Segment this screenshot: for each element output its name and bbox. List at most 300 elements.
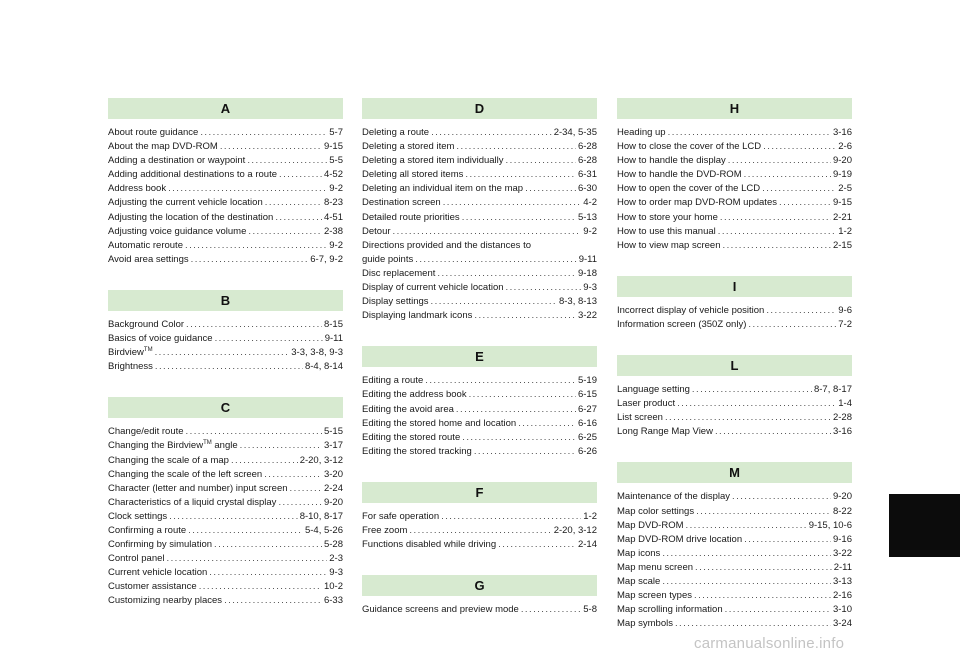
page-reference: 8-10, 8-17: [299, 510, 343, 522]
entry-name-text: Long Range Map View: [617, 426, 713, 438]
section-heading: G: [362, 575, 597, 596]
dot-leader: [167, 552, 328, 566]
index-entry-first-line: [362, 239, 597, 253]
index-entry[interactable]: [617, 561, 852, 575]
entry-name-text: Background Color: [108, 318, 185, 330]
entry-name: [108, 439, 238, 453]
page-reference: 4-2: [583, 197, 597, 209]
index-entry[interactable]: [108, 594, 343, 608]
entry-name-text: Changing the scale of the left screen: [108, 468, 263, 480]
index-entry[interactable]: [362, 211, 597, 225]
index-entry[interactable]: [617, 411, 852, 425]
page-reference: 4-52: [323, 169, 343, 181]
entry-name-text: Customer assistance: [108, 581, 197, 593]
entry-name-text: Confirming a route: [108, 524, 187, 536]
page-reference: 5-13: [577, 211, 597, 223]
entry-name-text: Guidance screens and preview mode: [362, 604, 519, 616]
index-entry[interactable]: [617, 519, 852, 533]
page-reference: 2-21: [832, 211, 852, 223]
index-entry[interactable]: [617, 154, 852, 168]
entry-list: [362, 510, 597, 552]
index-entry[interactable]: [362, 445, 597, 459]
entry-name-text: Changing the scale of a map: [108, 454, 229, 466]
page-reference: 6-30: [577, 183, 597, 195]
trademark-superscript: TM: [203, 440, 212, 447]
dot-leader: [462, 211, 576, 225]
index-entry[interactable]: [362, 295, 597, 309]
page-reference: 6-31: [577, 169, 597, 181]
entry-name: [108, 225, 246, 239]
index-entry[interactable]: [108, 552, 343, 566]
entry-name-text: Map menu screen: [617, 561, 694, 573]
dot-leader: [200, 126, 327, 140]
page-reference: 3-16: [832, 426, 852, 438]
dot-leader: [431, 126, 552, 140]
entry-name-text: Changing the Birdview: [108, 440, 204, 452]
page-reference: 9-15: [323, 141, 343, 153]
dot-leader: [186, 425, 322, 439]
page-reference: 8-3, 8-13: [558, 296, 597, 308]
entry-name: [617, 397, 675, 411]
index-entry[interactable]: [108, 468, 343, 482]
page-reference: 2-38: [323, 225, 343, 237]
page-reference: 6-28: [577, 155, 597, 167]
index-column-2: [362, 98, 597, 640]
dot-leader: [686, 519, 807, 533]
watermark: carmanualsonline.info: [694, 635, 845, 652]
entry-name-text: About route guidance: [108, 127, 199, 138]
page-reference: 5-4, 5-26: [304, 524, 343, 536]
entry-name: [108, 126, 198, 140]
page-reference: 2-6: [838, 141, 852, 153]
dot-leader: [766, 304, 836, 318]
index-entry[interactable]: [108, 140, 343, 154]
dot-leader: [231, 454, 298, 468]
page-reference: 9-6: [838, 304, 852, 316]
page-reference: 5-19: [577, 375, 597, 387]
index-entry[interactable]: [362, 225, 597, 239]
entry-name: [617, 533, 742, 547]
page-reference: 3-17: [323, 440, 343, 452]
page-reference: 2-3: [329, 553, 343, 565]
entry-name-text: Adjusting the location of the destination: [108, 211, 274, 223]
index-entry[interactable]: [108, 332, 343, 346]
page-reference: 1-2: [838, 225, 852, 237]
index-entry[interactable]: [362, 267, 597, 281]
index-entry[interactable]: [362, 374, 597, 388]
index-entry[interactable]: [617, 490, 852, 504]
index-entry[interactable]: [362, 510, 597, 524]
entry-name: [362, 388, 467, 402]
page-reference: 7-2: [838, 318, 852, 330]
entry-name: [362, 211, 460, 225]
index-entry[interactable]: [362, 403, 597, 417]
dot-leader: [155, 360, 303, 374]
entry-name: [108, 360, 153, 374]
index-entry[interactable]: [362, 524, 597, 538]
index-entry[interactable]: [617, 589, 852, 603]
entry-name-text: Adjusting the current vehicle location: [108, 197, 263, 209]
entry-name-text: Avoid area settings: [108, 253, 189, 265]
entry-name: [108, 196, 263, 210]
index-entry[interactable]: [362, 126, 597, 140]
index-entry[interactable]: [108, 482, 343, 496]
entry-name: [617, 617, 673, 631]
dot-leader: [409, 524, 551, 538]
dot-leader: [474, 309, 576, 323]
entry-name-text: Map screen types: [617, 590, 692, 602]
entry-name-text: Adding a destination or waypoint: [108, 155, 246, 167]
index-entry[interactable]: [362, 196, 597, 210]
entry-name: [617, 547, 660, 561]
dot-leader: [247, 154, 327, 168]
entry-name-text: Heading up: [617, 127, 666, 138]
entry-name-text: Detailed route priorities: [362, 211, 460, 223]
page-reference: 2-20, 3-12: [299, 454, 343, 466]
page-reference: 5-15: [323, 426, 343, 438]
dot-leader: [474, 445, 576, 459]
entry-name-text: Birdview: [108, 347, 144, 359]
entry-name: [108, 580, 197, 594]
index-entry[interactable]: [362, 281, 597, 295]
dot-leader: [214, 538, 322, 552]
index-entry[interactable]: [617, 397, 852, 411]
section-heading: E: [362, 346, 597, 367]
dot-leader: [199, 580, 322, 594]
entry-name: [362, 538, 496, 552]
index-entry[interactable]: [108, 154, 343, 168]
index-entry[interactable]: [108, 211, 343, 225]
index-entry[interactable]: [617, 140, 852, 154]
page-reference: 8-23: [323, 197, 343, 209]
entry-name: [617, 575, 660, 589]
entry-name-text: Map scale: [617, 575, 661, 587]
page-reference: 1-4: [838, 398, 852, 410]
page-reference: 3-24: [832, 618, 852, 630]
index-entry[interactable]: [108, 126, 343, 140]
dot-leader: [462, 431, 576, 445]
page-reference: 9-2: [329, 239, 343, 251]
entry-name-text: How to close the cover of the LCD: [617, 141, 762, 153]
entry-name-text: Brightness: [108, 361, 153, 373]
index-entry[interactable]: [362, 182, 597, 196]
dot-leader: [498, 538, 576, 552]
index-entry[interactable]: [362, 140, 597, 154]
index-entry[interactable]: [362, 603, 597, 617]
entry-name-text: Map symbols: [617, 618, 673, 630]
entry-name: [108, 538, 212, 552]
entry-name: [362, 154, 504, 168]
page-reference: 5-7: [329, 127, 343, 138]
entry-name: [108, 211, 273, 225]
index-entry[interactable]: [617, 617, 852, 631]
index-entry[interactable]: [617, 196, 852, 210]
index-entry[interactable]: [108, 524, 343, 538]
entry-name-suffix: angle: [211, 440, 238, 452]
index-entry[interactable]: [617, 547, 852, 561]
index-entry[interactable]: [617, 239, 852, 253]
index-column-3: [617, 98, 852, 654]
page-reference: 3-22: [832, 547, 852, 559]
page-reference: 2-5: [838, 183, 852, 195]
entry-name: [108, 182, 166, 196]
page-reference: 9-11: [578, 253, 597, 265]
page-reference: 9-20: [832, 491, 852, 503]
dot-leader: [725, 603, 831, 617]
entry-name-text: Editing the avoid area: [362, 403, 454, 415]
dot-leader: [265, 196, 322, 210]
entry-name-text: Display settings: [362, 296, 429, 308]
entry-name-text: Displaying landmark icons: [362, 310, 473, 322]
index-entry[interactable]: [362, 154, 597, 168]
dot-leader: [744, 533, 831, 547]
section-heading: L: [617, 355, 852, 376]
dot-leader: [718, 225, 837, 239]
entry-name-text: Map scrolling information: [617, 604, 723, 616]
entry-name-text: Map DVD-ROM: [617, 519, 684, 531]
entry-name-text: Display of current vehicle location: [362, 282, 504, 294]
entry-name: [617, 425, 713, 439]
index-entry[interactable]: [362, 538, 597, 552]
entry-name-text: About the map DVD-ROM: [108, 141, 218, 153]
index-entry[interactable]: [108, 168, 343, 182]
index-entry[interactable]: [108, 510, 343, 524]
page-reference: 2-20, 3-12: [553, 524, 597, 536]
index-entry[interactable]: [617, 318, 852, 332]
index-entry[interactable]: [362, 431, 597, 445]
entry-name: [617, 304, 764, 318]
page-reference: 6-16: [577, 417, 597, 429]
dot-leader: [525, 182, 576, 196]
entry-name-text: Adjusting voice guidance volume: [108, 225, 247, 237]
entry-list: [108, 126, 343, 267]
dot-leader: [215, 332, 323, 346]
entry-name: [617, 182, 760, 196]
index-entry[interactable]: [617, 425, 852, 439]
page-reference: 5-28: [323, 539, 343, 551]
entry-name: [362, 524, 407, 538]
dot-leader: [732, 490, 831, 504]
page-reference: 8-15: [323, 318, 343, 330]
page-reference: 2-14: [577, 539, 597, 551]
entry-name: [362, 281, 504, 295]
index-entry[interactable]: [617, 182, 852, 196]
entry-name: [108, 253, 189, 267]
dot-leader: [763, 140, 836, 154]
entry-name: [362, 403, 454, 417]
entry-name: [617, 490, 730, 504]
page-reference: 9-18: [577, 267, 597, 279]
dot-leader: [431, 295, 557, 309]
dot-leader: [744, 168, 831, 182]
index-column-1: [108, 98, 343, 632]
index-entry[interactable]: [362, 168, 597, 182]
page-reference: 6-25: [577, 431, 597, 443]
index-entry[interactable]: [108, 346, 343, 360]
entry-name-text: Deleting an individual item on the map: [362, 183, 524, 195]
index-entry[interactable]: [617, 304, 852, 318]
entry-list: [617, 490, 852, 631]
entry-name: [617, 154, 726, 168]
index-entry[interactable]: [617, 533, 852, 547]
entry-name: [362, 417, 516, 431]
entry-name-text: Laser product: [617, 398, 676, 410]
section-heading: F: [362, 482, 597, 503]
entry-name: [617, 140, 761, 154]
page-reference: 2-15: [832, 239, 852, 251]
entry-name: [108, 425, 184, 439]
entry-name: [617, 411, 663, 425]
index-entry[interactable]: [108, 225, 343, 239]
dot-leader: [695, 561, 832, 575]
dot-leader: [696, 505, 831, 519]
entry-name-text: Map DVD-ROM drive location: [617, 533, 743, 545]
entry-name-text: Editing the address book: [362, 389, 467, 401]
index-entry[interactable]: [617, 211, 852, 225]
entry-name-text: Incorrect display of vehicle position: [617, 304, 765, 316]
entry-name-text: Editing the stored route: [362, 431, 461, 443]
entry-name: [617, 603, 723, 617]
index-entry[interactable]: [617, 168, 852, 182]
dot-leader: [518, 417, 576, 431]
section-heading: M: [617, 462, 852, 483]
index-entry[interactable]: [108, 239, 343, 253]
page-reference: 2-11: [833, 561, 852, 573]
page-reference: 9-16: [832, 533, 852, 545]
entry-name-text: How to handle the DVD-ROM: [617, 169, 742, 181]
entry-name-text: For safe operation: [362, 510, 440, 522]
entry-list: [362, 603, 597, 617]
index-entry[interactable]: [108, 360, 343, 374]
dot-leader: [248, 225, 322, 239]
dot-leader: [521, 603, 581, 617]
index-entry[interactable]: [108, 496, 343, 510]
dot-leader: [415, 253, 576, 267]
section-heading: A: [108, 98, 343, 119]
page-reference: 9-2: [329, 183, 343, 195]
index-entry[interactable]: [617, 575, 852, 589]
index-entry[interactable]: [617, 603, 852, 617]
dot-leader: [469, 388, 576, 402]
page-reference: 9-11: [324, 333, 343, 345]
page-reference: 6-27: [577, 403, 597, 415]
entry-list: [617, 304, 852, 332]
entry-name-text: How to open the cover of the LCD: [617, 183, 761, 195]
entry-name: [362, 225, 391, 239]
index-entry[interactable]: [108, 454, 343, 468]
entry-name-text: Current vehicle location: [108, 567, 208, 579]
entry-name-text: Editing the stored tracking: [362, 445, 472, 457]
dot-leader: [694, 589, 831, 603]
index-entry[interactable]: [108, 196, 343, 210]
index-entry[interactable]: [108, 580, 343, 594]
entry-name: [617, 225, 716, 239]
entry-name: [362, 182, 523, 196]
entry-name: [362, 140, 454, 154]
entry-list: [617, 126, 852, 253]
dot-leader: [762, 182, 836, 196]
page-reference: 8-7, 8-17: [813, 384, 852, 396]
dot-leader: [506, 281, 582, 295]
index-entry[interactable]: [362, 388, 597, 402]
dot-leader: [278, 496, 322, 510]
index-entry[interactable]: [617, 505, 852, 519]
entry-name: [108, 594, 222, 608]
entry-name: [362, 295, 429, 309]
entry-name: [108, 332, 213, 346]
entry-name-text: Map icons: [617, 547, 661, 559]
entry-name-text: Automatic reroute: [108, 239, 183, 251]
entry-name-text: Address book: [108, 183, 167, 195]
dot-leader: [188, 524, 303, 538]
dot-leader: [456, 140, 576, 154]
index-entry[interactable]: [108, 425, 343, 439]
page-reference: 9-20: [832, 155, 852, 167]
index-entry[interactable]: [108, 566, 343, 580]
entry-name-text: Control panel: [108, 553, 165, 565]
index-entry[interactable]: [362, 417, 597, 431]
index-entry[interactable]: [108, 318, 343, 332]
dot-leader: [662, 575, 831, 589]
index-entry[interactable]: [617, 126, 852, 140]
entry-name-text: Detour: [362, 225, 391, 237]
entry-name: [108, 154, 245, 168]
dot-leader: [191, 253, 309, 267]
entry-name-text: Map color settings: [617, 505, 695, 517]
entry-name-text: Deleting a stored item individually: [362, 155, 504, 167]
entry-name: [108, 496, 276, 510]
dot-leader: [668, 126, 831, 140]
index-entry[interactable]: [362, 253, 597, 267]
dot-leader: [155, 346, 290, 360]
entry-name-text: Deleting a stored item: [362, 141, 455, 153]
page-reference: 3-16: [832, 127, 852, 138]
page-reference: 10-2: [323, 581, 343, 593]
dot-leader: [465, 168, 576, 182]
index-entry[interactable]: [108, 439, 343, 453]
page-reference: 9-15: [832, 197, 852, 209]
section-heading: B: [108, 290, 343, 311]
page-reference: 9-3: [583, 282, 597, 294]
entry-name-text: Editing the stored home and location: [362, 417, 517, 429]
entry-name-text: How to store your home: [617, 211, 718, 223]
page-reference: 3-13: [832, 575, 852, 587]
index-entry[interactable]: [108, 538, 343, 552]
entry-name-text: How to use this manual: [617, 225, 716, 237]
index-entry[interactable]: [617, 225, 852, 239]
dot-leader: [441, 510, 581, 524]
entry-name-text: Deleting a route: [362, 127, 430, 138]
dot-leader: [662, 547, 831, 561]
index-entry[interactable]: [617, 383, 852, 397]
entry-name: [617, 168, 742, 182]
entry-name-text: Free zoom: [362, 524, 408, 536]
entry-name-text: Confirming by simulation: [108, 539, 213, 551]
dot-leader: [224, 594, 322, 608]
entry-name-line1: Directions provided and the distances to: [362, 239, 531, 251]
dot-leader: [715, 425, 831, 439]
index-entry[interactable]: [362, 309, 597, 323]
entry-name-text: guide points: [362, 253, 414, 265]
page-reference: 4-51: [323, 211, 343, 223]
entry-name: [617, 126, 666, 140]
entry-name: [108, 239, 183, 253]
entry-name: [362, 168, 463, 182]
page-reference: 9-19: [832, 169, 852, 181]
index-entry[interactable]: [108, 253, 343, 267]
index-entry[interactable]: [108, 182, 343, 196]
page-reference: 5-5: [329, 155, 343, 167]
